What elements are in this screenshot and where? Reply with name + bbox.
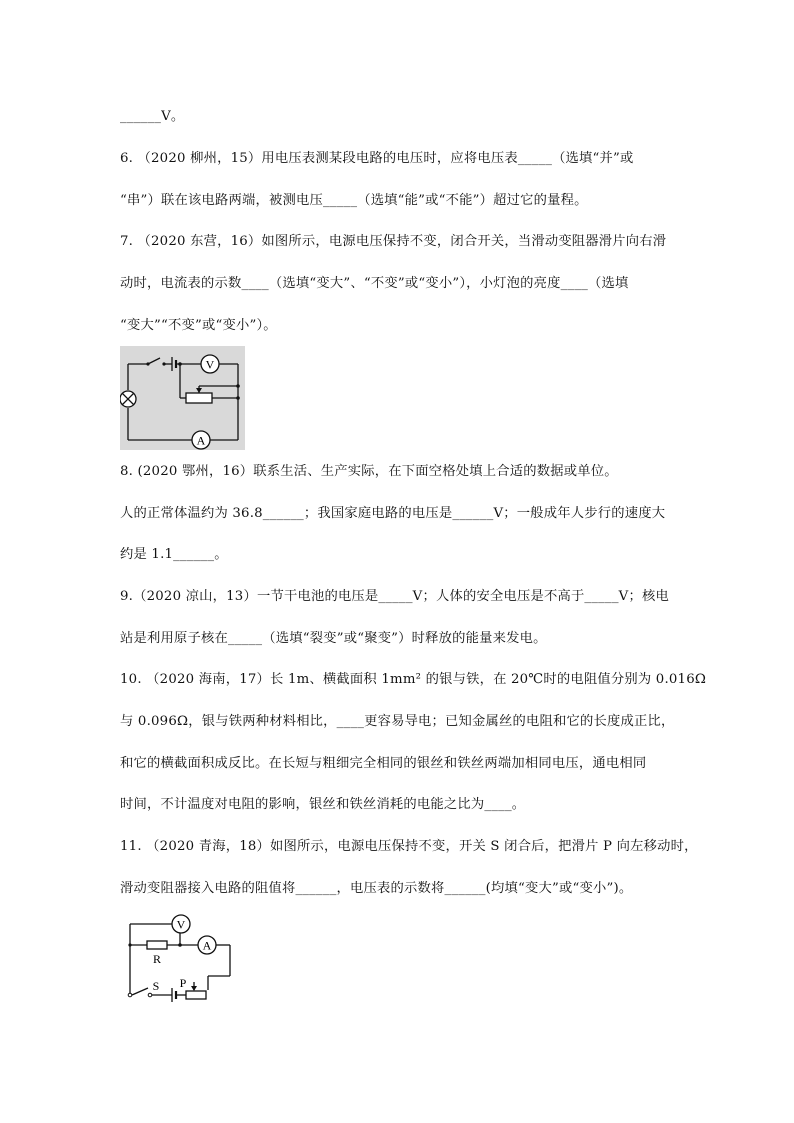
text-line-q10-3: 和它的横截面积成反比。在长短与粗细完全相同的银丝和铁丝两端加相同电压，通电相同 <box>120 756 647 771</box>
slider-label: P <box>179 976 187 990</box>
text-line-q9-2: 站是利用原子核在_____（选填“裂变”或“聚变”）时释放的能量来发电。 <box>120 631 547 646</box>
ammeter-label: A <box>196 433 206 448</box>
text-line-q6-1: 6. （2020 柳州，15）用电压表测某段电路的电压时，应将电压表_____（选填“并”或 <box>120 151 634 166</box>
text-line-q8-2: 人的正常体温约为 36.8______；我国家庭电路的电压是______V；一般成年人步行的速度大 <box>120 506 666 521</box>
circuit-diagram-q11 <box>120 910 240 1002</box>
text-line-q7-1: 7. （2020 东营，16）如图所示，电源电压保持不变，闭合开关，当滑动变阻器滑片向右滑 <box>120 234 667 249</box>
text-line-q6-2: “串”）联在该电路两端，被测电压_____（选填“能”或“不能”）超过它的量程。 <box>120 193 588 208</box>
text-line-q7-3: “变大”“不变”或“变小”）。 <box>120 318 277 333</box>
text-line-q11-1: 11. （2020 青海，18）如图所示，电源电压保持不变，开关 S 闭合后，把滑片 P 向左移动时， <box>120 839 698 854</box>
text-line-q10-1: 10. （2020 海南，17）长 1m、横截面积 1mm² 的银与铁，在 20℃时的电阻值分别为 0.016Ω <box>120 672 707 687</box>
circuit-figure-q11 <box>120 910 240 1002</box>
text-line-q9-1: 9.（2020 凉山，13）一节干电池的电压是_____V；人体的安全电压是不高于_____V；核电 <box>120 589 669 604</box>
circuit-figure-q7 <box>120 346 245 450</box>
text-line-q8-3: 约是 1.1______。 <box>120 547 228 562</box>
text-line-q8-1: 8. (2020 鄂州，16）联系生活、生产实际，在下面空格处填上合适的数据或单位。 <box>120 464 618 479</box>
text-line-q11-2: 滑动变阻器接入电路的阻值将______，电压表的示数将______(均填“变大”或“变小”)。 <box>120 881 633 896</box>
text-line-q10-4: 时间，不计温度对电阻的影响，银丝和铁丝消耗的电能之比为____。 <box>120 797 526 812</box>
circuit-diagram-q7 <box>120 346 245 450</box>
switch-label: S <box>152 979 160 993</box>
voltmeter-label: V <box>205 357 215 372</box>
resistor-label: R <box>152 952 162 966</box>
text-line-q5-tail: ______V。 <box>120 109 185 124</box>
text-line-q10-2: 与 0.096Ω，银与铁两种材料相比，____更容易导电；已知金属丝的电阻和它的长度成正比， <box>120 714 675 729</box>
text-line-q7-2: 动时，电流表的示数____（选填“变大”、“不变”或“变小”），小灯泡的亮度____（选填 <box>120 276 629 291</box>
ammeter-label: A <box>202 938 212 953</box>
voltmeter-label: V <box>176 917 186 932</box>
